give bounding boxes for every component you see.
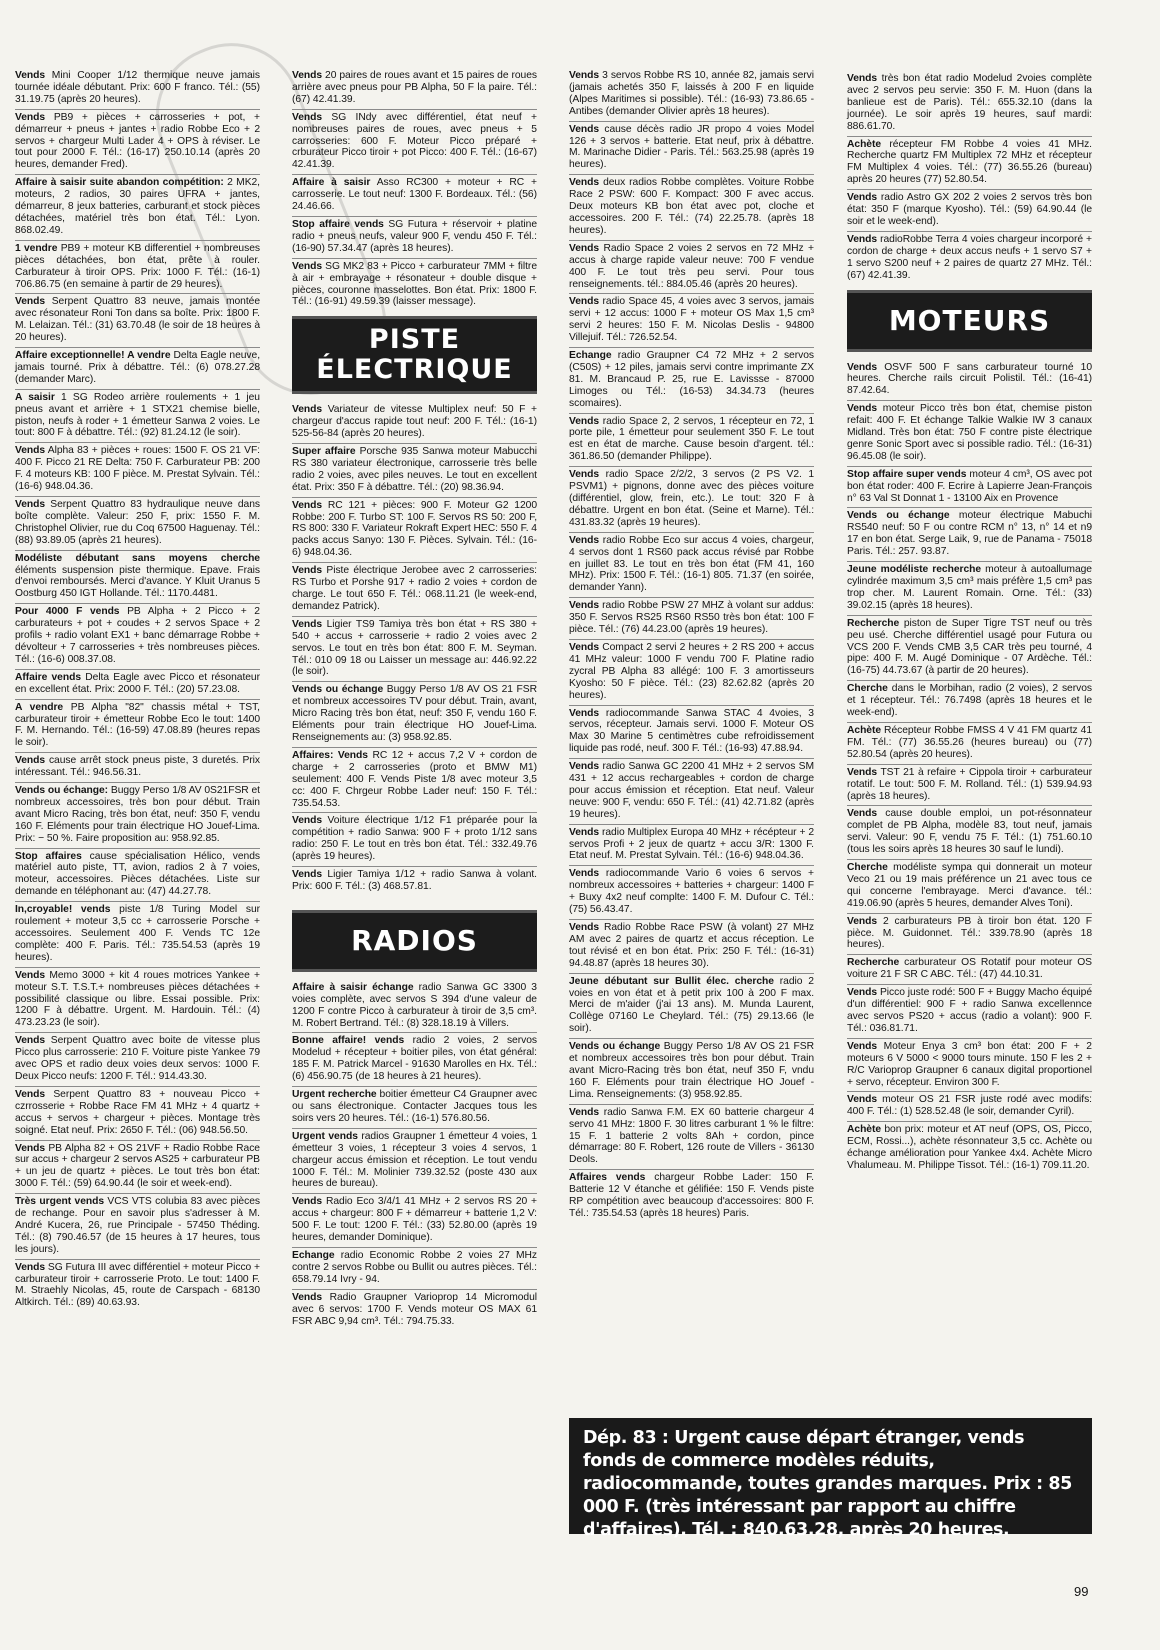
ad-text: radiocommande Vario 6 voies 6 servos + nombreux accessoires + batteries + chargeur: 1400 F + Buxy 4x2 neuf complte: 1400 F. M. Dufour C. Tél.: (75) 56.43.47. <box>569 868 814 916</box>
ad-text: TST 21 à refaire + Cippola tiroir + carburateur rotatif. Le tout: 500 F. M. Rolland. Tél.: (1) 539.94.93 (après 18 heures). <box>847 766 1092 802</box>
ad-keyword: A vendre <box>15 701 64 713</box>
ad-text: Delta Eagle avec Picco et résonateur en excellent état. Prix: 2000 F. Tél.: (20) 57.23.08. <box>15 671 260 695</box>
classified-ad <box>292 1193 537 1244</box>
ad-text: Piste électrique Jerobee avec 2 carrosseries: RS Turbo et Porshe 917 + radio 2 voies + cordon de charge. Le tout 650 F. Tél.: 068.11.21 (le week-end, demandez Patrick). <box>292 565 537 612</box>
ad-keyword: Vends <box>569 177 600 189</box>
classified-ad <box>15 782 260 845</box>
ad-keyword: 1 vendre <box>15 242 58 254</box>
classified-ad <box>569 70 814 118</box>
ad-text: Radio Robbe Race PSW (à volant) 27 MHz AM avec 2 paires de quartz et accus réception. Le tout révisé et en bon état. Prix: 250 F. Tél.: (16-31) 94.48.87 (après 18 heures 30). <box>569 922 814 969</box>
ad-text: PB Alpha + 2 Picco + 2 carburateurs + pot + coudes + 2 servos Space + 2 profils + radio volant EX1 + banc démarrage Robbe + dévolteur + 7 carrosseries + très nombreuses pièces. Tél.: (16-6) 008.37.08. <box>15 606 260 665</box>
ad-text: radioRobbe Terra 4 voies chargeur incorporé + cordon de charge + deux accus neufs + 1 servo S7 + 1 servo S200 neuf + 2 paires de quartz 27 MHz. Tél.: (67) 42.41.39. <box>847 233 1092 281</box>
ad-keyword: Vends <box>292 1196 323 1208</box>
ad-text: OSVF 500 F sans carburateur tourné 10 heures. Cherche rails circuit Polistil. Tél.: (16-41) 87.42.64. <box>847 361 1092 397</box>
ad-text: Récepteur Robbe FMSS 4 V 41 FM quartz 41 FM. Tél.: (77) 36.55.26 (heures bureau) ou (77) 52.80.54 (après 20 heures). <box>847 724 1092 760</box>
ad-text: cause spécialisation Hélico, vends matériel auto piste, TT, avion, radios 2 à 7 voies, moteur, accessoires. Pièces détachées. Liste sur demande en téléphonant au: (47) 44.27.78. <box>15 850 260 898</box>
ad-text: cause double emploi, un pot-résonnateur complet de PB Alpha, modèle 83, tout neuf, jamais servi. Valeur: 90 F, vendu 75 F. Tél.: (1) 751.60.10 (tous les soirs après 18 heures 30 sauf le lundi). <box>847 808 1092 856</box>
ad-keyword: Stop affaires <box>15 850 82 862</box>
ad-keyword: In,croyable! vends <box>15 904 111 916</box>
ad-keyword: Vends <box>847 915 878 927</box>
classified-ad <box>15 109 260 172</box>
ad-keyword: Vends <box>292 565 323 577</box>
classified-ad <box>569 1038 814 1101</box>
classified-ad <box>569 413 814 464</box>
classified-ad <box>569 121 814 172</box>
ad-text: RC 121 + pièces: 900 F. Moteur G2 1200 Robbe: 200 F. Turbo ST: 100 F. Servos RS 50: 200 F, RS 800: 330 F. Variateur Rokraft Expert HEC: 550 F. 4 packs accus Sanyo: 130 F. Pièces. Sylvain. Tél.: (16-6) 948.04.36. <box>292 499 537 559</box>
ad-text: Alpha 83 + pièces + roues: 1500 F. OS 21 VF: 400 F. Picco 21 RE Delta: 750 F. Carburateur PB: 200 F. 4 moteurs KB: 100 F pièce. M. Prestat Sylvain. Tél.: (16-6) 948.04.36. <box>15 445 260 493</box>
ad-text: radio Space 2/2/2, 3 servos (2 PS V2. 1 PSVM1) + pignons, donne avec des pièces voiture (différentiel, glow, frein, etc.). Le tout: 320 F à débattre. Urgent en bon état. (Seine et Marne). Tél.: 431.83.32 (après 19 heures). <box>569 469 814 528</box>
ad-text: carburateur OS Rotatif pour moteur OS voiture 21 F SR C ABC. Tél.: (47) 44.10.31. <box>847 957 1092 981</box>
ad-keyword: Vends ou échange <box>569 1041 661 1053</box>
classified-ad <box>292 174 537 213</box>
ad-text: radios Graupner 1 émetteur 4 voies, 1 émetteur 3 voies, 1 récepteur 3 voies 4 servos, 1 chargeur accus émission et réception. Le tout vendu 1000 F. Tél.: M. Molinier 739.32.52 (poste 430 aux heures de bureau). <box>292 1130 537 1190</box>
ad-text: radio Robbe PSW 27 MHZ à volant sur addus: 350 F. Servos RS25 RS60 RS50 très bon état: 100 F pièce. Tél.: (76) 44.23.00 (après 19 heures). <box>569 600 814 636</box>
classified-ad <box>15 1193 260 1256</box>
classified-ad <box>15 347 260 386</box>
ad-keyword: Vends <box>569 868 600 880</box>
ad-keyword: Jeune modéliste recherche <box>847 564 982 576</box>
ad-text: radio Space 2, 2 servos, 1 récepteur en 72, 1 porte pile, 1 émetteur pour seulement 350 F. Le tout est en état de marche. Cause besoin d'argent. tél.: 361.86.50 (demander Philippe). <box>569 415 814 463</box>
ad-keyword: Vends ou échange <box>847 510 950 522</box>
classified-ad <box>847 680 1092 719</box>
ad-keyword: Vends <box>847 808 878 820</box>
ad-keyword: Vends <box>15 296 46 308</box>
ad-text: Serpent Quattro 83 neuve, jamais montée avec résonateur Roni Ton dans sa boîte. Prix: 1800 F. M. Lelaizan. Tél.: (31) 63.70.48 (le soir de 18 heures à 20 heures). <box>15 296 260 344</box>
classified-ad <box>292 70 537 106</box>
ad-keyword: Echange <box>292 1249 335 1261</box>
classified-ad <box>15 603 260 666</box>
classified-ad <box>292 258 537 309</box>
classified-ad <box>847 984 1092 1035</box>
ad-keyword: Vends <box>847 361 878 373</box>
classified-ad <box>569 973 814 1036</box>
classified-ad <box>847 1121 1092 1172</box>
ad-keyword: Bonne affaire! vends <box>292 1035 405 1047</box>
ad-text: Buggy Perso 1/8 AV OS 21 FSR et nombreux accessoires très bon pour début. Train avant Micro-Racing très bon état, neuf 350 F, vndu 160 F. Eléments pour train électrique HO Jouef - Lima. Renseignements: (3) 958.92.85. <box>569 1041 814 1100</box>
classified-ad <box>292 497 537 560</box>
ad-keyword: Vends <box>569 469 600 481</box>
classified-ad <box>569 240 814 291</box>
classified-ad <box>292 1289 537 1328</box>
ad-text: SG Futura III avec différentiel + moteur Picco + carburateur tiroir + carrosserie Proto. Le tout: 1400 F. M. Straehly Nicolas, 45, route de Carspach - 68130 Altkirch. Tél.: (89) 40.63.93. <box>15 1261 260 1309</box>
classified-ad <box>569 174 814 237</box>
ad-text: 2 MK2, moteurs, 2 radios, 30 paires UFRA + jantes, démarreur, 8 jeux batteries, carburant et stock pièces détachées, matériel très bon état. Tél.: Lyon. 868.02.49. <box>15 177 260 236</box>
column-4-ads-moteurs <box>847 362 1092 1172</box>
classified-ad <box>15 442 260 493</box>
section-banner-piste-electrique: PISTE ÉLECTRIQUE <box>292 316 537 394</box>
classified-ad <box>847 722 1092 761</box>
classified-ad <box>292 982 537 1030</box>
classified-ad <box>292 1128 537 1191</box>
ad-keyword: Vends <box>847 766 878 778</box>
ad-keyword: Echange <box>569 350 612 362</box>
ad-keyword: Achète <box>847 1124 882 1136</box>
classified-ad <box>847 764 1092 803</box>
ad-text: Moteur Enya 3 cm³ bon état: 200 F + 2 moteurs 6 V 5000 < 9000 tours minute. 150 F les 2 + R/C Varioprop Graupner 6 canaux digital proportionel + servo, récepteur. Environ 300 F. <box>847 1040 1092 1088</box>
ad-keyword: Cherche <box>847 862 888 874</box>
ad-keyword: Vends <box>569 922 600 933</box>
column-2 <box>292 70 537 1330</box>
ad-keyword: Achète <box>847 724 882 736</box>
classified-ad <box>847 1091 1092 1118</box>
page-number: 99 <box>1074 1584 1089 1599</box>
ad-text: Delta Eagle neuve, jamais tourné. Prix à débattre. Tél.: (6) 078.27.28 (demander Marc). <box>15 350 261 385</box>
ad-text: moteur 4 cm³, OS avec pot bon état roder: 400 F. Ecrire à Lapierre Jean-François n° 63 Val St Donnat 1 - 13100 Aix en Provence <box>847 468 1092 504</box>
ad-keyword: Vends <box>15 499 46 510</box>
classified-ad <box>569 466 814 529</box>
ad-text: Compact 2 servi 2 heures + 2 RS 200 + accus 41 MHz valeur: 1000 F vendu 700 F. Platine radio zycral PB Alpha 83 allégé: 100 F. 3 amortisseurs Kyosho: 50 F pièce. Tél.: (23) 82.62.82 (après 20 heures). <box>569 641 814 701</box>
ad-keyword: Vends <box>15 1088 46 1100</box>
ad-text: piste 1/8 Turing Model sur roulement + moteur 3,5 cc + carrosserie Porsche + accessoires. Seulement 400 F. Vends TC 12e complète: 400 F. Paris. Tél.: 735.54.53 (après 19 heures). <box>15 904 260 963</box>
ad-keyword: Achète <box>847 138 882 150</box>
classified-ad <box>569 758 814 821</box>
classified-ad <box>15 550 260 601</box>
ad-text: Serpent Quattro avec boite de vitesse plus Picco plus carrosserie: 210 F. Voiture piste Yankee 79 avec OPS et radio deux voies deux servos: 1000 F. Deux Picco neufs: 1200 F. Tél.: 914.43.30. <box>15 1035 260 1082</box>
ad-keyword: Vends ou échange <box>292 684 384 696</box>
ad-text: cause décès radio JR propo 4 voies Model 126 + 3 servos + batterie. Etat neuf, prix à débattre. M. Marinache Didier - Paris. Tél.: 563.25.98 (après 19 heures). <box>569 123 814 171</box>
ad-keyword: Jeune débutant sur Bullit élec. cherche <box>569 975 774 987</box>
ad-text: radio Sanwa GC 2200 41 MHz + 2 servos SM 431 + 12 accus rechargeables + cordon de charge pour accus émission et réception. Etat neuf. Valeur neuve: 900 F, vendu: 650 F. Tél.: (41) 42.71.82 (après 19 heures). <box>569 761 814 820</box>
classified-ad <box>569 705 814 756</box>
ad-keyword: Vends <box>847 987 878 999</box>
ad-keyword: Vends ou échange: <box>15 785 109 797</box>
ad-keyword: Affaire à saisir <box>292 177 371 189</box>
classified-ad <box>292 616 537 679</box>
ad-text: moteur Picco très bon état, chemise piston refait: 400 F. Et échange Talkie Walkie IW 3 canaux Midland. Très bon état: 750 F contre piste électrique genre Sonic Sport avec si possible radio. Tél.: (16-31) 96.45.08 (le soir). <box>847 403 1092 462</box>
classified-ad <box>292 866 537 893</box>
ad-text: Buggy Perso 1/8 AV 0S21FSR et nombreux accessoires, très bon pour début. Train avant Micro Racing, très bon état, neuf: 350 F, vendu 160 F. Eléments pour train électrique HO Jouef-Lima. Prix: − 50 %. Faire proposition au: 958.92.85. <box>15 785 260 844</box>
ad-keyword: Vends <box>569 296 600 308</box>
ad-text: Memo 3000 + kit 4 roues motrices Yankee + moteur S.T. T.S.T.+ nombreuses pièces détachées + possibilité classique ou libre. Essai possible. Prix: 1200 F à débattre. Urgent. M. Hardouin. Tél.: (4) 473.23.23 (le soir). <box>15 969 260 1029</box>
ad-keyword: Vends <box>847 233 878 245</box>
ad-text: moteur à autoallumage cylindrée maximum 3,5 cm³ mais préfère 1,5 cm³ pas trop cher. M. Laurent Romain. Orne. Tél.: (33) 39.02.15 (après 18 heures). <box>847 564 1092 611</box>
ad-text: radio Robbe Eco sur accus 4 voies, chargeur, 4 servos dont 1 RS60 pack accus révisé par Robbe en juillet 83. Le tout en très bon état (FM 41, 160 MHz). Prix: 1500 F. Tél.: (16-1) 805. 71.37 (en soirée, demander Yann). <box>569 534 814 594</box>
classified-ad <box>15 752 260 779</box>
ad-text: Ligier Tamiya 1/12 + radio Sanwa à volant. Prix: 600 F. Tél.: (3) 468.57.81. <box>292 869 537 892</box>
ad-keyword: Cherche <box>847 683 888 695</box>
column-4-ads-radios <box>847 73 1092 282</box>
ad-keyword: Affaire vends <box>15 671 82 683</box>
section-banner-radios: RADIOS <box>292 910 537 972</box>
ad-keyword: Vends <box>15 755 46 767</box>
ad-keyword: Vends <box>569 534 600 546</box>
classified-ad <box>15 669 260 696</box>
classified-ad <box>847 136 1092 187</box>
classified-ad <box>292 404 537 440</box>
ad-keyword: Pour 4000 F vends <box>15 606 120 618</box>
ad-text: Variateur de vitesse Multiplex neuf: 50 F + chargeur d'accus rapide tout neuf: 200 F. Tél.: (16-1) 525-56-84 (après 20 heures). <box>292 404 537 440</box>
column-2-ads-radios <box>292 982 537 1328</box>
classified-ad <box>569 347 814 410</box>
classified-ad <box>847 1038 1092 1089</box>
ad-text: très bon état radio Modelud 2voies complète avec 2 servos peu servie: 350 F. M. Huon (dans la banlieue est de Paris). Tél.: 655.32.10 (dans la journée). Le soir après 19 heures, sauf mardi: 886.61.70. <box>847 73 1092 132</box>
ad-keyword: Vends <box>15 1261 46 1273</box>
ad-text: Ligier TS9 Tamiya très bon état + RS 380 + 540 + accus + carrosserie + radio 2 voies avec 2 servos. Le tout en très bon état: 800 F. M. Seyman. Tél.: 010 09 18 ou Laisser un message au: 446.92.22 (le soir). <box>292 618 537 678</box>
ad-text: 2 carburateurs PB à tiroir bon état. 120 F pièce. M. Guidonnet. Tél.: 339.78.90 (après 18 heures). <box>847 915 1092 951</box>
column-2-ads-top <box>292 70 537 308</box>
ad-keyword: Recherche <box>847 617 900 629</box>
classified-ad <box>847 73 1092 133</box>
ad-keyword: Vends <box>569 242 600 254</box>
ad-text: PB9 + moteur KB differentiel + nombreuses pièces détachées, bon état, prête à rouler. Carburateur à tiroir OPS. Prix: 1000 F. Tél.: (16-1) 706.86.75 (en semaine à partir de 29 heures). <box>15 242 260 290</box>
ad-keyword: Super affaire <box>292 446 356 458</box>
classified-ad <box>847 231 1092 282</box>
ad-keyword: Affaire à saisir échange <box>292 981 414 993</box>
ad-keyword: Vends <box>569 641 600 653</box>
ad-keyword: Vends <box>569 70 600 81</box>
classified-ad <box>15 967 260 1030</box>
ad-keyword: Très urgent vends <box>15 1196 105 1208</box>
classified-ad <box>847 189 1092 228</box>
ad-keyword: Vends <box>569 600 600 612</box>
ad-keyword: Vends <box>847 1094 878 1106</box>
ad-text: deux radios Robbe complètes. Voiture Robbe Race 2 PSW: 600 F. Kompact: 300 F avec accus. Deux moteurs KB bon état avec pot, cloche et accessoires. 200 F. Tél.: (74) 22.25.78. (après 18 heures). <box>569 177 814 236</box>
ad-text: PB Alpha "82" chassis métal + TST, carburateur tiroir + émetteur Robbe Eco le tout: 1400 F. M. Hernando. Tél.: (16-59) 47.08.89 (heures repas le soir). <box>15 701 260 749</box>
ad-text: RC 12 + accus 7,2 V + cordon de charge + 2 carrosseries (proto et BMW M1) seulement: 400 F. Vends Piste 1/8 avec moteur 3,5 cc: 400 F. Chrgeur Robbe Lader neuf: 150 F. Tél.: 735.54.53. <box>292 749 537 809</box>
ad-keyword: Vends <box>292 404 323 416</box>
section-banner-moteurs: MOTEURS <box>847 290 1092 352</box>
ad-text: radio Economic Robbe 2 voies 27 MHz contre 2 servos Robbe ou Bullit ou autres pièces. Tél.: 658.79.14 Ivry - 94. <box>292 1249 537 1285</box>
ad-keyword: Stop affaire super vends <box>847 468 967 480</box>
classified-ad <box>292 109 537 172</box>
ad-keyword: Vends <box>292 1291 323 1303</box>
ad-keyword: Vends <box>292 499 323 511</box>
ad-keyword: Vends <box>569 1106 600 1118</box>
column-3 <box>569 70 814 1223</box>
column-2-ads-piste <box>292 404 537 893</box>
ad-keyword: Affaire exceptionnelle! A vendre <box>15 350 171 362</box>
column-1 <box>15 70 260 1312</box>
ad-text: radio 2 voies, 2 servos Modelud + récepteur + boitier piles, von état général: 185 F. M. Patrick Marcel - 91630 Marolles en Hx. Tél.: (6) 456.90.75 (de 18 heures à 21 heures). <box>292 1035 537 1083</box>
ad-keyword: Vends <box>15 111 46 123</box>
classified-ad <box>569 919 814 970</box>
classified-ad <box>292 812 537 863</box>
classified-ad <box>292 1247 537 1286</box>
ad-keyword: Vends <box>292 618 323 630</box>
classified-ad <box>569 865 814 916</box>
ad-text: Buggy Perso 1/8 AV OS 21 FSR et nombreux accessoires TV pour début. Train, avant, Micro Racing très bon état, neuf: 350 F, vendu 160 F. Eléments pour train électrique HO Jouef-Lima. Renseignements au: (3) 958.92.85. <box>292 684 537 743</box>
ad-text: Porsche 935 Sanwa moteur Mabucchi RS 380 variateur électronique, carrosserie très belle radio 2 voies, avec piles neuves. Le tout en excellent état. Prix: 350 F à débattre. Tél.: (20) 98.36.94. <box>292 446 537 493</box>
ad-text: PB9 + pièces + carrosseries + pot, + démarreur + pneus + jantes + radio Robbe Eco + 2 servos + chargeur Multi Lader 4 + OPS à réviser. Le tout pour 2000 F. Tél.: (16-17) 250.10.14 (après 20 heures, demander Fred). <box>15 111 260 171</box>
ad-text: bon prix: moteur et AT neuf (OPS, OS, Picco, ECM, Rossi...), achète résonnateur 3,5 cc. Achète ou échange amélioration pour Yankee 4x4. Achète Micro Vhalumeau. M. Philippe Tissot. Tél.: (16-1) 709.11.20. <box>847 1124 1092 1171</box>
ad-text: 20 paires de roues avant et 15 paires de roues arrière avec pneus pour PB Alpha, 50 F la paire. Tél.: (67) 42.41.39. <box>292 70 537 105</box>
ad-text: Serpent Quattro 83 hydraulique neuve dans boîte complète. Valeur: 250 F, prix: 1550 F. M. Christophel Olivier, rue du Coq 67500 Haguenay. Tél.: (88) 93.89.05 (après 21 heures). <box>15 499 260 546</box>
classified-ad <box>292 216 537 255</box>
ad-keyword: Affaire à saisir suite abandon compétition: <box>15 177 224 189</box>
ad-text: piston de Super Tigre TST neuf ou très peu usé. Cherche différentiel usagé pour Futura ou VCS 200 F. Vends CMB 3,5 CAR très peu tourné, 4 pipe: 400 F. M. Augé Dominique - 07 Ardèche. Tél.: (16-75) 44.73.67 (à partir de 20 heures). <box>847 617 1092 677</box>
ad-text: SG MK2 83 + Picco + carburateur 7MM + filtre à air + embrayage + résonateur + double disque + pièces, couronne masselottes. Bon état. Prix: 1800 F. Tél.: (16-91) 49.59.39 (laisser message). <box>292 260 537 308</box>
classified-ad <box>569 1104 814 1167</box>
ad-keyword: Vends <box>292 111 323 123</box>
ad-text: PB Alpha 82 + OS 21VF + Radio Robbe Race sur accus + chargeur 2 servos AS25 + carburateur PB + un jeu de quartz + pièces. Le tout très bon état: 3000 F. Tél.: (59) 64.90.44 (le soir et week-end). <box>15 1142 260 1190</box>
ad-text: VCS VTS colubia 83 avec pièces de rechange. Pour en savoir plus s'adresser à M. André Kucera, 26, rue Principale - 57450 Théding. Tél.: (8) 790.46.57 (de 15 heures à 17 heures, tous les jours). <box>15 1196 260 1255</box>
ad-text: chargeur Robbe Lader: 150 F. Batterie 12 V étanche et gélifiée: 150 F. Vends piste RP compétition avec beaucoup d'accessoires: 800 F. Tél.: 735.54.53 (après 18 heures) Paris. <box>569 1172 814 1219</box>
ad-keyword: Vends <box>15 969 46 981</box>
classified-ad <box>847 954 1092 981</box>
ad-keyword: Vends <box>292 70 323 81</box>
promo-box: Dép. 83 : Urgent cause départ étranger, vends fonds de commerce modèles réduits, radiocommande, toutes grandes marques. Prix : 85 000 F. (très intéressant par rapport au chiffre d'affaires). Tél. : 840.63.28, après 20 heures. <box>569 1418 1092 1534</box>
classified-ad <box>15 699 260 750</box>
ad-text: éléments suspension piste thermique. Epave. Frais d'envoi remboursés. Merci d'avance. Y Kluit Uranus 5 Oostburg 450 IGT Hollande. Tél.: 1170.4481. <box>15 564 260 600</box>
ad-text: Asso RC300 + moteur + RC + carrosserie. Le tout neuf: 1300 F. Bordeaux. Tél.: (56) 24.46.66. <box>292 177 537 213</box>
ad-keyword: Vends <box>15 70 46 81</box>
ad-keyword: A saisir <box>15 391 55 403</box>
classified-ad <box>292 747 537 810</box>
ad-text: moteur OS 21 FSR juste rodé avec modifs: 400 F. Tél.: (1) 528.52.48 (le soir, demander Cyril). <box>847 1094 1092 1118</box>
classified-ad <box>569 824 814 863</box>
classified-ad <box>15 174 260 237</box>
ad-keyword: Vends <box>847 73 878 84</box>
classified-ad <box>15 901 260 964</box>
classified-ad <box>847 913 1092 952</box>
column-4 <box>847 73 1092 1175</box>
classified-ad <box>15 389 260 440</box>
classified-ad <box>15 1140 260 1191</box>
ad-keyword: Vends <box>15 1142 46 1154</box>
classified-ad <box>15 1086 260 1137</box>
ad-text: 3 servos Robbe RS 10, année 82, jamais servi (jamais achetés 350 F, laissés à 200 F en liquide (Alpes Maritimes si possible). Tél.: (16-93) 73.86.65 - Antibes (demander Olivier après 18 heures). <box>569 70 814 117</box>
ad-keyword: Vends <box>15 445 46 457</box>
ad-keyword: Vends <box>569 415 600 427</box>
classified-ad <box>569 597 814 636</box>
classified-ad <box>15 1259 260 1310</box>
ad-text: SG INdy avec différentiel, état neuf + nombreuses paires de roues, avec pneus + 5 carrosseries: 600 F. Moteur Picco préparé + crburateur Picco tiroir + pot Picco: 400 F. Tél.: (16-67) 42.41.39. <box>292 111 537 171</box>
ad-keyword: Vends <box>292 815 323 827</box>
ad-keyword: Urgent recherche <box>292 1089 377 1101</box>
classified-ad <box>292 681 537 744</box>
classified-ad <box>15 293 260 344</box>
classified-ad <box>847 400 1092 463</box>
classified-ad <box>847 615 1092 678</box>
ad-keyword: Vends <box>847 1040 878 1052</box>
ad-text: radio Sanwa GC 3300 3 voies complète, avec servos S 394 d'une valeur de 1200 F contre Picco à carburateur à tiroir de 3,5 cm³. M. Robert Bertrand. Tél.: (8) 328.18.19 à Villers. <box>292 981 537 1029</box>
ad-text: radiocommande Sanwa STAC 4 4voies, 3 servos, récepteur. Jamais servi. 1000 F. Moteur OS Max 30 Marine 5 centimètres cube refroidissement liquide pas rodé, neuf. 300 F. Tél.: (16-93) 47.88.94. <box>569 707 814 755</box>
ad-text: modéliste sympa qui donnerait un moteur Veco 21 ou 19 mais préférence un 21 avec tous ce qui concerne l'embrayage. Merci d'avance. tél.: 419.06.90 (après 5 heures, demander Alves Toni). <box>847 862 1092 909</box>
ad-text: radio 2 voies en von état et à petit prix 100 à 200 F max. Merci de m'aider (j'ai 13 ans). M. Munda Laurent, Collège 07160 Le Cheylard. Tél.: (75) 29.13.66 (le soir). <box>569 975 814 1035</box>
ad-text: 1 SG Rodeo arrière roulements + 1 jeu pneus avant et arrière + 1 STX21 chemise bielle, piston, neufs à roder + 1 émetteur Sanwa 2 voies. Le tout: 800 F à débattre. Tél.: (92) 81.24.12 (le soir). <box>15 391 260 439</box>
classified-ad <box>569 532 814 595</box>
ad-text: radio Sanwa F.M. EX 60 batterie chargeur 4 servo 41 MHz: 1800 F. 30 litres carburant 1 % le filtre: 15 F. 1 batterie 2 volts 8Ah + cordon, pince démarrage: 80 F. Robert, 126 route de Villers - 36130 Deols. <box>569 1106 814 1166</box>
ad-text: Radio Graupner Varioprop 14 Micromodul avec 6 servos: 1700 F. Vends moteur OS MAX 61 FSR ABC 9,94 cm³. Tél.: 794.75.33. <box>292 1291 537 1327</box>
classified-ad <box>847 859 1092 910</box>
ad-text: dans le Morbihan, radio (2 voies), 2 servos et 1 récepteur. Tél.: 76.7498 (après 18 heures et le week-end). <box>847 683 1092 719</box>
classified-ad <box>15 496 260 547</box>
classified-ad <box>15 1032 260 1083</box>
classified-ad <box>292 443 537 494</box>
ad-text: récepteur FM Robbe 4 voies 41 MHz. Recherche quartz FM Multiplex 72 MHz et récepteur FM Multiplex 4 voies. Tél.: (77) 36.55.26 (bureau) après 20 heures (77) 52.80.54. <box>847 138 1092 186</box>
ad-keyword: Affaires: Vends <box>292 749 368 761</box>
classified-ad <box>847 362 1092 398</box>
classified-ad <box>847 561 1092 612</box>
classified-ad <box>292 562 537 613</box>
ad-text: moteur électrique Mabuchi RS540 neuf: 50 F ou contre RCM n° 13, n° 14 et n9 17 en bon état. Serge Laik, 9, rue de Panama - 75018 Paris. Tél.: 257. 93.87. <box>847 510 1092 558</box>
classified-ad <box>292 1032 537 1083</box>
ad-keyword: Vends <box>292 869 323 881</box>
ad-text: SG Futura + réservoir + platine radio + pneus neufs, valeur 900 F, vendu 450 F. Tél.: (16-90) 57.34.47 (après 18 heures). <box>292 218 537 254</box>
ad-keyword: Recherche <box>847 957 900 969</box>
classified-ad <box>847 507 1092 558</box>
ad-keyword: Urgent vends <box>292 1130 358 1142</box>
ad-text: radio Space 45, 4 voies avec 3 servos, jamais servi + 12 accus: 1000 F + moteur OS Max 1,5 cm³ servi 2 heures: 150 F. M. Nicolas Deslis - 94800 Villejuif. Tél.: 726.52.54. <box>569 296 814 344</box>
ad-text: radio Astro GX 202 2 voies 2 servos très bon état: 350 F (marque Kyosho). Tél.: (59) 64.90.44 (le soir et le week-end). <box>847 192 1092 227</box>
classified-ad <box>569 639 814 702</box>
ad-text: Mini Cooper 1/12 thermique neuve jamais tournée idéale débutant. Prix: 600 F franco. Tél.: (55) 31.19.75 (après 20 heures). <box>15 70 260 105</box>
ad-text: cause arrêt stock pneus piste, 3 duretés. Prix intéressant. Tél.: 946.56.31. <box>15 755 260 779</box>
ad-text: Serpent Quattro 83 + nouveau Picco + czrrosserie + Robbe Race FM 41 MHz + 4 quartz + accus + servos + chargeur + pièces. Montage très soigné. Etat neuf. Prix: 2650 F. Tél.: (06) 948.56.50. <box>15 1088 260 1136</box>
classified-ad <box>569 1169 814 1220</box>
ad-text: boitier émetteur C4 Graupner avec ou sans électronique. Contacter Jacques tous les soirs vers 20 heures. Tél.: (16-1) 576.80.56. <box>292 1089 537 1124</box>
ad-keyword: Affaires vends <box>569 1172 646 1184</box>
ad-text: Radio Eco 3/4/1 41 MHz + 2 servos RS 20 + accus + chargeur: 800 F + démarreur + batterie 1,2 V: 500 F. Le tout: 1200 F. Tél.: (33) 52.80.00 (après 19 heures, demander Dominique). <box>292 1196 537 1244</box>
classified-ad <box>15 848 260 899</box>
classified-ad <box>15 70 260 106</box>
ad-keyword: Vends <box>569 123 600 135</box>
classified-ad <box>847 805 1092 856</box>
ad-keyword: Stop affaire vends <box>292 218 384 230</box>
ad-keyword: Vends <box>292 260 323 272</box>
classified-ad <box>292 1086 537 1125</box>
ad-text: radio Multiplex Europa 40 MHz + récépteur + 2 servos Profi + 2 jeux de quartz + accu 3/R: 1300 F. Etat neuf. M. Prestat Sylvain. Tél.: (16-6) 948.04.36. <box>569 826 814 862</box>
classified-ad <box>847 466 1092 505</box>
ad-text: radio Graupner C4 72 MHz + 2 servos (C50S) + 12 piles, jamais servi contre imprimante ZX 81. M. Brancaud P. 25, rue E. Lavissse - 87000 Limoges ou Tél.: (16-53) 34.34.73 (heures scomaires). <box>569 350 814 409</box>
ad-keyword: Vends <box>15 1035 46 1047</box>
ad-keyword: Vends <box>569 761 600 773</box>
classified-ad <box>569 293 814 344</box>
ad-keyword: Modéliste débutant sans moyens cherche <box>15 552 260 564</box>
ad-keyword: Vends <box>569 707 600 719</box>
classified-ad <box>15 240 260 291</box>
ad-keyword: Vends <box>847 403 878 415</box>
ad-keyword: Vends <box>569 826 600 838</box>
ad-text: Picco juste rodé: 500 F + Buggy Macho équipé d'un différentiel: 900 F + radio Sanwa excellennce avec servos PS20 + accus (radio a volant): 900 F. Tél.: 036.81.71. <box>847 987 1092 1034</box>
ad-text: Voiture électrique 1/12 F1 préparée pour la compétition + radio Sanwa: 900 F + proto 1/12 sans radio: 250 F. Le tout en très bon état. Tél.: 332.49.76 (après 19 heures). <box>292 815 537 863</box>
ad-text: Radio Space 2 voies 2 servos en 72 MHz + accus à charge rapide valeur neuve: 700 F vendue 400 F. Le tout très peu servi. Pour tous renseignements. tél.: 884.05.46 (après 20 heures). <box>569 242 814 290</box>
ad-keyword: Vends <box>847 192 878 204</box>
